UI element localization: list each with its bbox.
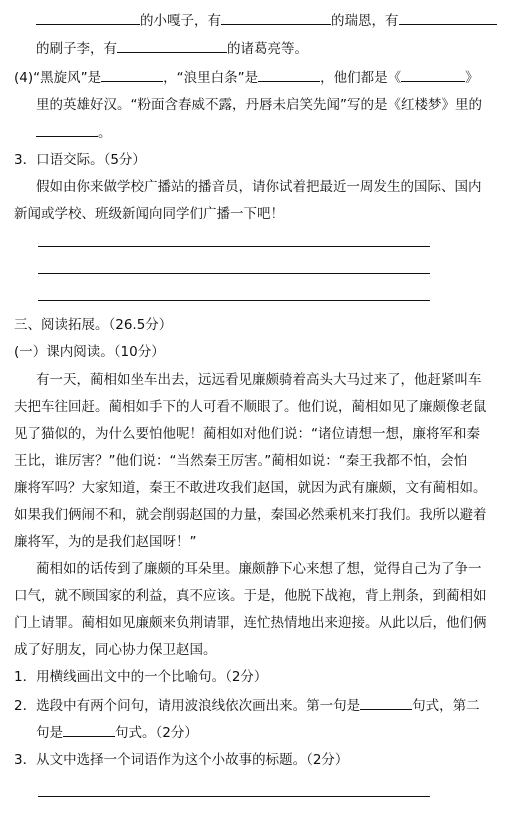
passage-line: 门上请罪。蔺相如见廉颇来负荆请罪，连忙热情地出来迎接。从此以后，他们俩: [14, 615, 487, 631]
section-3-title: 3．口语交际。（5分）: [14, 152, 146, 168]
q4-line-2: 里的英雄好汉。“粉面含春威不露，丹唇未启笑先闻”写的是《红楼梦》里的: [36, 97, 482, 113]
answer-blank[interactable]: [401, 67, 465, 82]
answer-blank[interactable]: [63, 722, 115, 737]
answer-blank[interactable]: [101, 67, 163, 82]
passage-line: 廉将军，为的是我们赵国呀！”: [14, 534, 197, 550]
answer-blank[interactable]: [258, 67, 320, 82]
answer-blank[interactable]: [360, 695, 412, 710]
passage-line: 王比，谁厉害？”他们说：“当然秦王厉害。”蔺相如说：“秦王我都不怕，会怕: [14, 453, 468, 469]
passage-line: 廉将军吗？大家知道，秦王不敢进攻我们赵国，就因为武有廉颇，文有蔺相如。: [14, 480, 487, 496]
section-3-prompt-line-1: 假如由你来做学校广播站的播音员，请你试着把最近一周发生的国际、国内: [36, 179, 482, 195]
passage-line: 有一天，蔺相如坐车出去，远远看见廉颇骑着高头大马过来了，他赶紧叫车: [36, 372, 482, 388]
part-3-subtitle: (一）课内阅读。（10分）: [14, 344, 165, 360]
passage-line: 成了好朋友，同心协力保卫赵国。: [14, 642, 217, 658]
part-3-title: 三、阅读拓展。（26.5分）: [14, 317, 173, 333]
question-2-line-2: 句是 句式。（2分）: [36, 722, 198, 743]
answer-line[interactable]: [38, 796, 430, 797]
q4-line-1: (4)“黑旋风”是 ，“浪里白条”是 ，他们都是《 》: [14, 67, 479, 88]
answer-line[interactable]: [38, 300, 430, 301]
answer-blank[interactable]: [221, 10, 331, 25]
section-3-prompt-line-2: 新闻或学校、班级新闻向同学们广播一下吧！: [14, 206, 284, 222]
answer-blank[interactable]: [117, 38, 227, 53]
passage-line: 夫把车往回赶。蔺相如手下的人可看不顺眼了。他们说，蔺相如见了廉颇像老鼠: [14, 399, 487, 415]
answer-blank[interactable]: [36, 10, 140, 25]
passage-line: 蔺相如的话传到了廉颇的耳朵里。廉颇静下心来想了想，觉得自己为了争一: [36, 561, 482, 577]
passage-line: 口气，就不顾国家的利益，真不应该。于是，他脱下战袍，背上荆条，到蔺相如: [14, 588, 487, 604]
question-2-line-1: 2．选段中有两个问句，请用波浪线依次画出来。第一句是 句式，第二: [14, 695, 480, 716]
passage-line: 如果我们俩闹不和，就会削弱赵国的力量，秦国必然乘机来打我们。我所以避着: [14, 507, 487, 523]
q4-line-3: 。: [36, 122, 112, 143]
passage-line: 见了猫似的，为什么要怕他呢！蔺相如对他们说：“诸位请想一想，廉将军和秦: [14, 426, 480, 442]
answer-line[interactable]: [38, 246, 430, 247]
q2-line-1: 的小嘎子，有 的瑞恩，有: [36, 10, 497, 31]
q2-line-2: 的刷子李，有 的诸葛亮等。: [36, 38, 308, 59]
question-1: 1．用横线画出文中的一个比喻句。（2分）: [14, 669, 268, 685]
answer-blank[interactable]: [399, 10, 497, 25]
question-3: 3．从文中选择一个词语作为这个小故事的标题。（2分）: [14, 752, 349, 768]
answer-blank[interactable]: [36, 122, 98, 137]
answer-line[interactable]: [38, 273, 430, 274]
